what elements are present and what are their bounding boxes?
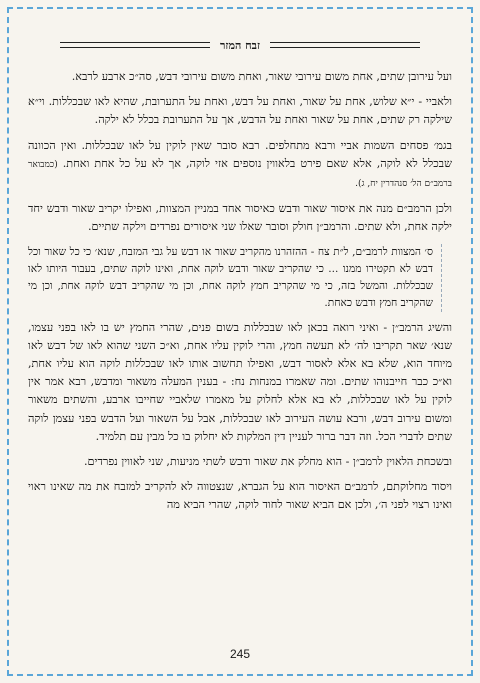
paragraph: והשיג הרמב״ן - ואיני רואה בכאן לאו שבכללות בשום פנים, שהרי החמץ יש בו לאו בפני עצמו, שנא׳ שאר תקריבו לה׳ לא תעשה חמץ, והרי לוקין עליו אחת, וא״כ השני שהוא לאו של דבש לאו מיוחד הוא, שלא בא אלא לאסור דבש, ואפילו תחשוב אותו לאו שבכללות לוקה הוא עליו אחת, וא״כ כבר חייבנוהו שתים. ומה שאמרו במנחות נח: - בענין המעלה משאור ומדבש, רבא אמר אין לוקין על לאו שבכללות, לא בא אלא לחלוק על מאמרו שלאביי שחייבו ארבע, והשתים משאור ומשום עירוב דבש, ורבא עושה העירוב לאו שבכללות, אבל על השאור ועל הדבש בפני עצמן לוקה שתים לדברי הכל. וזה דבר ברור לעניין דין המלקות לא יחלוק בו כל מבין עם תלמיד. xyxy=(28,320,452,443)
document-page xyxy=(28,30,452,650)
running-header xyxy=(28,38,452,52)
paragraph: ועל עירובן שתים, אחת משום עירובי שאור, ואחת משום עירובי דבש, סה״כ ארבע לרבא. xyxy=(71,70,452,83)
body-text xyxy=(28,68,452,515)
paragraph: ולכן הרמב״ם מנה את איסור שאור ודבש כאיסור אחד במניין המצוות, ואפילו יקריב שאור ודבש יחד ילקה אחת, ולא שתים. והרמב״ן חולק וסובר שאלו שני איסורים נפרדים וילקה שתיים. xyxy=(28,202,452,234)
header-title: זבח המזר xyxy=(219,38,261,52)
header-rule-left xyxy=(60,42,210,48)
paragraph: ויסוד מחלוקתם, לרמב״ם האיסור הוא על הגברא, שנצטווה לא להקריב למזבח את מה שאינו ראוי ואינו רצוי לפני ה׳, ולכן אם הביא שאור לחוד לוקה, שהרי הביא מה xyxy=(28,480,452,512)
quoted-source: ס׳ המצוות לרמב״ם, ל״ת צח - ההזהרנו מהקריב שאור או דבש על גבי המזבח, שנא׳ כי כל שאור וכל דבש לא תקטירו ממנו ... כי שהקריב שאור ודבש לוקה אחת, ואינו לוקה שתים, בעבור היותו לאו שבכללות. והמשל בזה, כי מי שהקריב חמץ לוקה אחת, וכן מי שהקריב דבש לוקה אחת, וכן מי שהקריב חמץ ודבש כאחת. xyxy=(28,244,442,312)
paragraph xyxy=(28,137,452,194)
paragraph-text: בגמ׳ פסחים השמות אביי ורבא מתחלפים. רבא סובר שאין לוקין על לאו שבכללות. ואין הכוונה שבכלל לא לוקה, אלא שאם פירט בלאווין נוספים אזי לוקה, אך לא על כל אחת ואחת. xyxy=(28,138,452,170)
paragraph: ובשכחת הלאוין לרמב״ן - הוא מחלק את שאור ודבש לשתי מניעות, שני לאווין נפרדים. xyxy=(83,455,452,469)
paragraph: ולאביי - י״א שלוש, אחת על שאור, ואחת על דבש, ואחת על התערובת, שהיא לאו שבכללות. וי״א שילקה רק שתים, אחת על שאור ואחת על הדבש, אך על התערובת בכלל לא ילקה. xyxy=(28,95,452,127)
page-number: 245 xyxy=(229,647,251,661)
source-note: (כמבואר ברמב״ם הל׳ סנהדרין יח, ג). xyxy=(28,159,452,190)
header-rule-right xyxy=(270,42,420,48)
